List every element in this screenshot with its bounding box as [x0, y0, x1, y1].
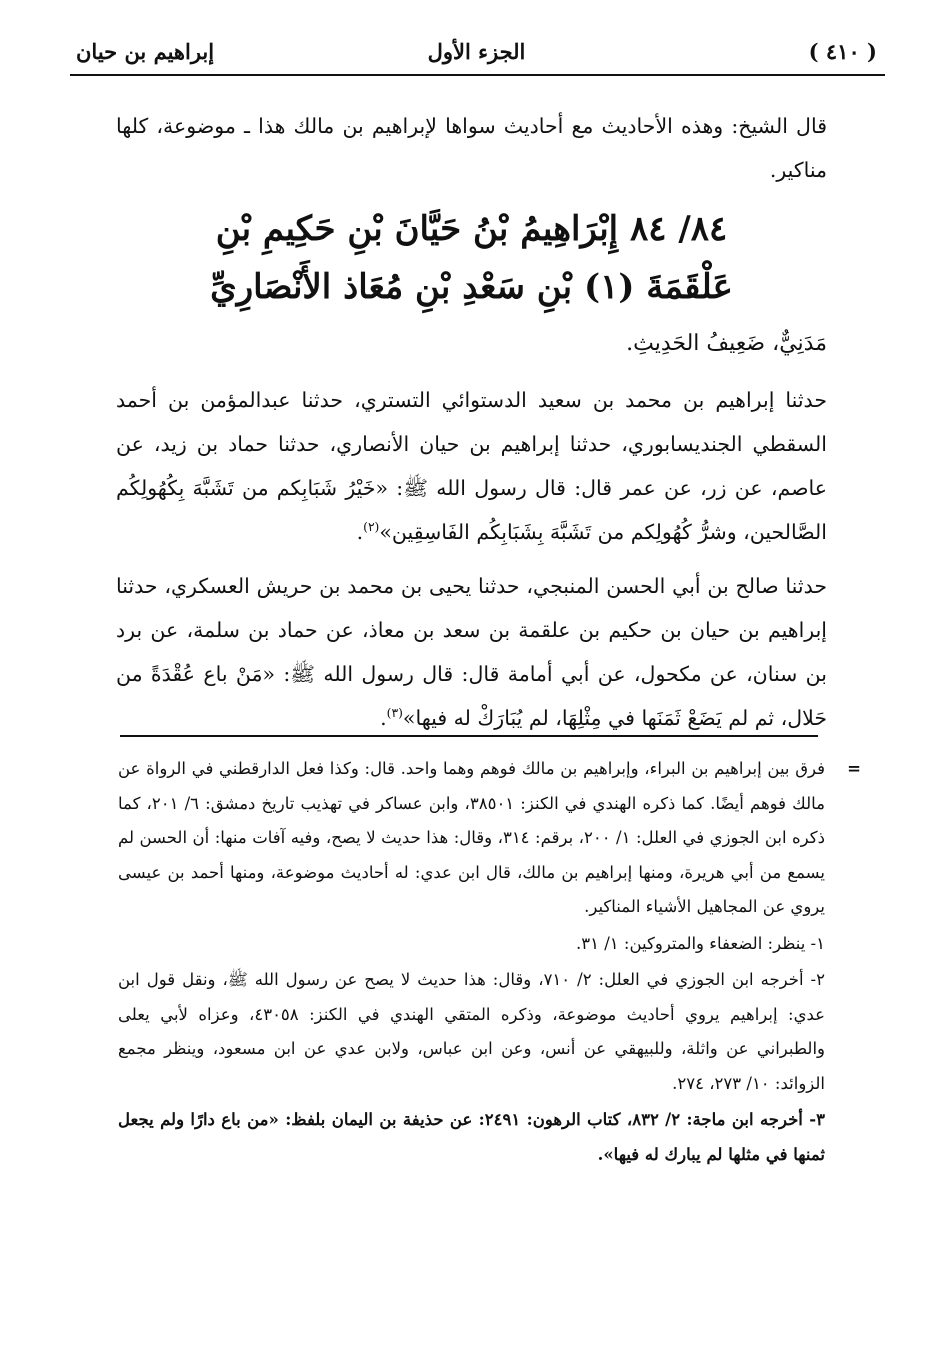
header-rule — [70, 74, 885, 76]
footnote-separator — [120, 735, 818, 737]
footnote-1: ١- ينظر: الضعفاء والمتروكين: ١/ ٣١. — [575, 933, 825, 953]
footnote-3-quote: «من باع دارًا ولم يجعل ثمنها في مثلها لم يبارك له فيها». — [118, 1110, 825, 1164]
hadith-2-text: حدثنا صالح بن أبي الحسن المنبجي، حدثنا يحيى بن محمد بن حريش العسكري، حدثنا إبراهيم بن حيان بن حكيم بن علقمة بن سعد بن معاذ، عن حماد بن سلمة، عن برد بن سنان، عن مكحول، عن أبي أمامة قال: قال رسول الله ﷺ: «مَنْ باع عُقْدَةً من حَلال، ثم لم يَضَعْ ثَمَنَها في مِثْلِهَا، لم يُبَارَكْ له فيها» — [116, 574, 827, 730]
footnote-3-text: ٣- أخرجه ابن ماجة: ٢/ ٨٣٢، كتاب الرهون: ٢٤٩١: عن حذيفة بن اليمان بلفظ: — [278, 1110, 825, 1129]
entry-title-line-2: عَلْقَمَةَ (١) بْنِ سَعْدِ بْنِ مُعَاذ الأَنْصَارِيِّ — [210, 267, 733, 307]
continuation-mark: = — [847, 759, 861, 778]
book-part-title: الجزء الأول — [427, 39, 526, 64]
footnotes — [118, 752, 861, 1172]
footnote-continuation — [118, 752, 861, 925]
hadith-2-end: . — [380, 706, 387, 730]
entry-title-line-1: ٨٤/ ٨٤ إِبْرَاهِيمُ بْنُ حَيَّانَ بْنِ حَكِيمِ بْنِ — [215, 209, 728, 249]
footnote-ref-3: (٣) — [386, 706, 403, 721]
hadith-paragraph-1 — [116, 378, 827, 554]
running-title: إبراهيم بن حيان — [76, 39, 215, 64]
main-text — [116, 100, 827, 740]
hadith-paragraph-2 — [116, 564, 827, 740]
intro-paragraph: قال الشيخ: وهذه الأحاديث مع أحاديث سواها لإبراهيم بن مالك هذا ـ موضوعة، كلها مناكير. — [116, 114, 827, 182]
entry-title — [116, 200, 827, 316]
page-number: ( ٤١٠ ) — [808, 39, 877, 64]
footnote-3 — [118, 1103, 825, 1172]
footnote-2: ٢- أخرجه ابن الجوزي في العلل: ٢/ ٧١٠، وقال: هذا حديث لا يصح عن رسول الله ﷺ، ونقل قول ابن عدي: إبراهيم يروي أحاديث موضوعة، وذكره المتقي الهندي في الكنز: ٤٣٠٥٨، وعزاه لأبي يعلى والطبراني عن واثلة، وللبيهقي عن أنس، وعن ابن عباس، ولابن عدي عن ابن مسعود، وينظر مجمع الزوائد: ١٠/ ٢٧٣، ٢٧٤. — [118, 970, 826, 1093]
footnote-ref-2: (٢) — [363, 520, 380, 535]
page-header — [76, 36, 877, 76]
hadith-1-end: . — [356, 520, 364, 544]
narrator-verdict: مَدَنِيٌّ، ضَعِيفُ الحَدِيثِ. — [626, 331, 827, 356]
hadith-1-text: حدثنا إبراهيم بن محمد بن سعيد الدستوائي التستري، حدثنا عبدالمؤمن بن أحمد السقطي الجنديسابوري، حدثنا إبراهيم بن حيان الأنصاري، حدثنا حماد بن زيد، عن عاصم، عن زر، عن عمر قال: قال رسول الله ﷺ: «خَيْرُ شَبَابِكم من تَشَبَّهَ بِكُهُولِكُم الصَّالحين، وشرُّ كُهُولِكم من تَشَبَّهَ بِشَبَابِكُم الفَاسِقِين» — [116, 388, 827, 544]
footnote-continuation-text: فرق بين إبراهيم بن البراء، وإبراهيم بن مالك فوهم وهما واحد. قال: وكذا فعل الدارقطني في الرواة عن مالك فوهم أيضًا. كما ذكره الهندي في الكنز: ٣٨٥٠١، وابن عساكر في تهذيب تاريخ دمشق: ٦/ ٢٠١، كما ذكره ابن الجوزي في العلل: ١/ ٢٠٠، برقم: ٣١٤، وقال: هذا حديث لا يصح، وفيه آفات منها: أن الحسن لم يسمع من أبي هريرة، ومنها إبراهيم بن مالك، قال ابن عدي: له أحاديث موضوعة، ومنها أحمد بن عيسى يروي عن المجاهيل الأشياء المناكير. — [118, 759, 825, 916]
